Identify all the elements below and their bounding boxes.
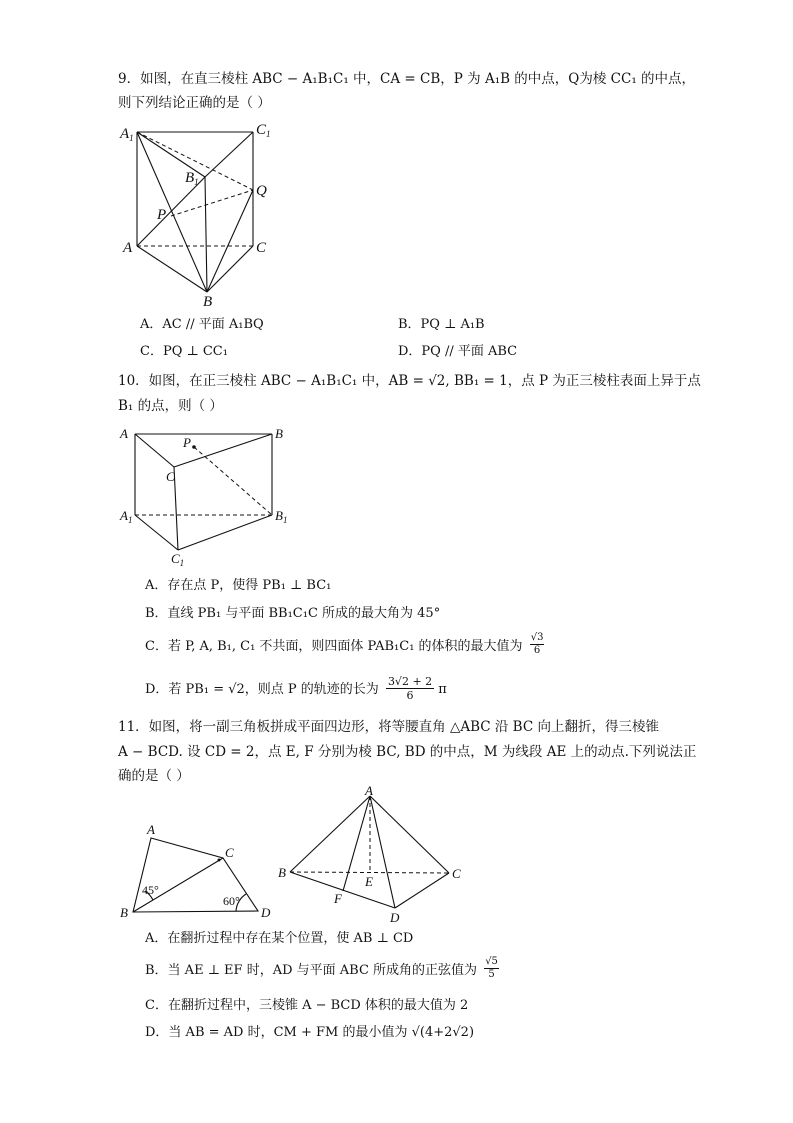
q11-label-B: B [120,905,128,920]
q11-label-C: C [225,845,234,860]
q10-label-C: C [166,469,175,484]
q10-option-c-fraction: $\frac{√3}{6}$ [530,632,544,656]
q11-label-C2: C [452,866,461,881]
q11-tetrahedron-figure [277,783,472,928]
q10-option-d: D．若 PB₁ = √2，则点 P 的轨迹的长为 $\frac{3√2 + 2}{6}$ π [145,675,447,702]
q9-label-Q: Q [256,183,267,199]
q9-label-C1: C [256,122,267,138]
q11-option-b-fraction: $\frac{√5}{5}$ [485,956,498,980]
q10-label-B1: B [275,508,283,523]
svg-text:B1: $B_1$ [275,508,288,525]
q11-label-D: D [261,905,271,920]
svg-text:C1: $C_1$ [171,551,185,568]
q10-label-C1: C [171,551,180,566]
svg-text:A1: $A_1$ [120,508,133,525]
q9-option-d: D．PQ // 平面 ABC [398,344,518,359]
q10-label-A1: A [120,508,128,523]
q10-label-P: P [183,435,191,450]
q11-option-a: A．在翻折过程中存在某个位置，使 AB ⊥ CD [145,931,414,946]
q9-label-B1: B [185,170,195,186]
q11-stem-line1: 11．如图，将一副三角板拼成平面四边形，将等腰直角 △ABC 沿 BC 向上翻折，得三棱锥 [118,719,659,735]
svg-text:A1: $A_1$ [120,126,134,143]
q10-label-A: A [120,426,128,441]
q9-label-A: A [123,240,133,256]
q10-prism-figure [115,420,300,570]
q11-label-F: F [334,891,342,906]
q9-prism-figure [110,115,280,310]
q11-label-E: E [365,874,373,889]
q10-option-b: B．直线 PB₁ 与平面 BB₁C₁C 所成的最大角为 45° [145,606,441,621]
q11-label-angle45: 45° [142,883,159,897]
q11-stem-line3: 确的是（ ） [118,768,190,784]
svg-text:B1: $B_1$ [185,170,199,187]
q9-option-a: A．AC // 平面 A₁BQ [140,317,264,332]
q9-option-b: B．PQ ⊥ A₁B [398,317,485,332]
q11-label-D2: D [390,910,400,925]
q11-quadrilateral-figure [115,820,280,920]
q11-option-d: D．当 AB = AD 时，CM + FM 的最小值为 √(4+2√2) [145,1025,475,1040]
q10-label-B: B [275,426,283,441]
q9-label-A1: A [120,126,130,142]
q11-label-A: A [147,822,155,837]
q11-option-b: B．当 AE ⊥ EF 时，AD 与平面 ABC 所成角的正弦值为 $\frac{√5}{5}$ [145,956,498,980]
q9-label-B: B [203,294,213,310]
q10-stem-line2: B₁ 的点，则（ ） [118,398,223,414]
q10-option-c: C．若 P, A, B₁, C₁ 不共面，则四面体 PAB₁C₁ 的体积的最大值为 $\frac{√3}{6}$ [145,632,544,656]
q10-option-d-fraction: $\frac{3√2 + 2}{6}$ [387,675,433,702]
q9-stem-line2: 则下列结论正确的是（ ） [118,95,271,111]
q11-option-c: C．在翻折过程中，三棱锥 A − BCD 体积的最大值为 2 [145,998,469,1013]
q10-option-a: A．存在点 P，使得 PB₁ ⊥ BC₁ [145,578,332,593]
svg-text:C1: $C_1$ [256,122,271,139]
q9-label-C: C [256,240,267,256]
q11-label-angle60: 60° [223,894,240,908]
q9-option-c: C．PQ ⊥ CC₁ [140,344,228,359]
q11-label-A2: A [365,783,373,798]
q9-stem-line1: 9．如图，在直三棱柱 ABC − A₁B₁C₁ 中，CA = CB，P 为 A₁B 的中点，Q为棱 CC₁ 的中点， [118,71,696,87]
q11-stem-line2: A − BCD. 设 CD = 2，点 E, F 分别为棱 BC, BD 的中点，M 为线段 AE 上的动点.下列说法正 [118,744,697,760]
q11-label-B2: B [278,865,286,880]
q9-label-P: P [157,207,167,223]
q10-stem-line1: 10．如图，在正三棱柱 ABC − A₁B₁C₁ 中，AB = √2, BB₁ = 1，点 P 为正三棱柱表面上异于点 [118,373,701,389]
